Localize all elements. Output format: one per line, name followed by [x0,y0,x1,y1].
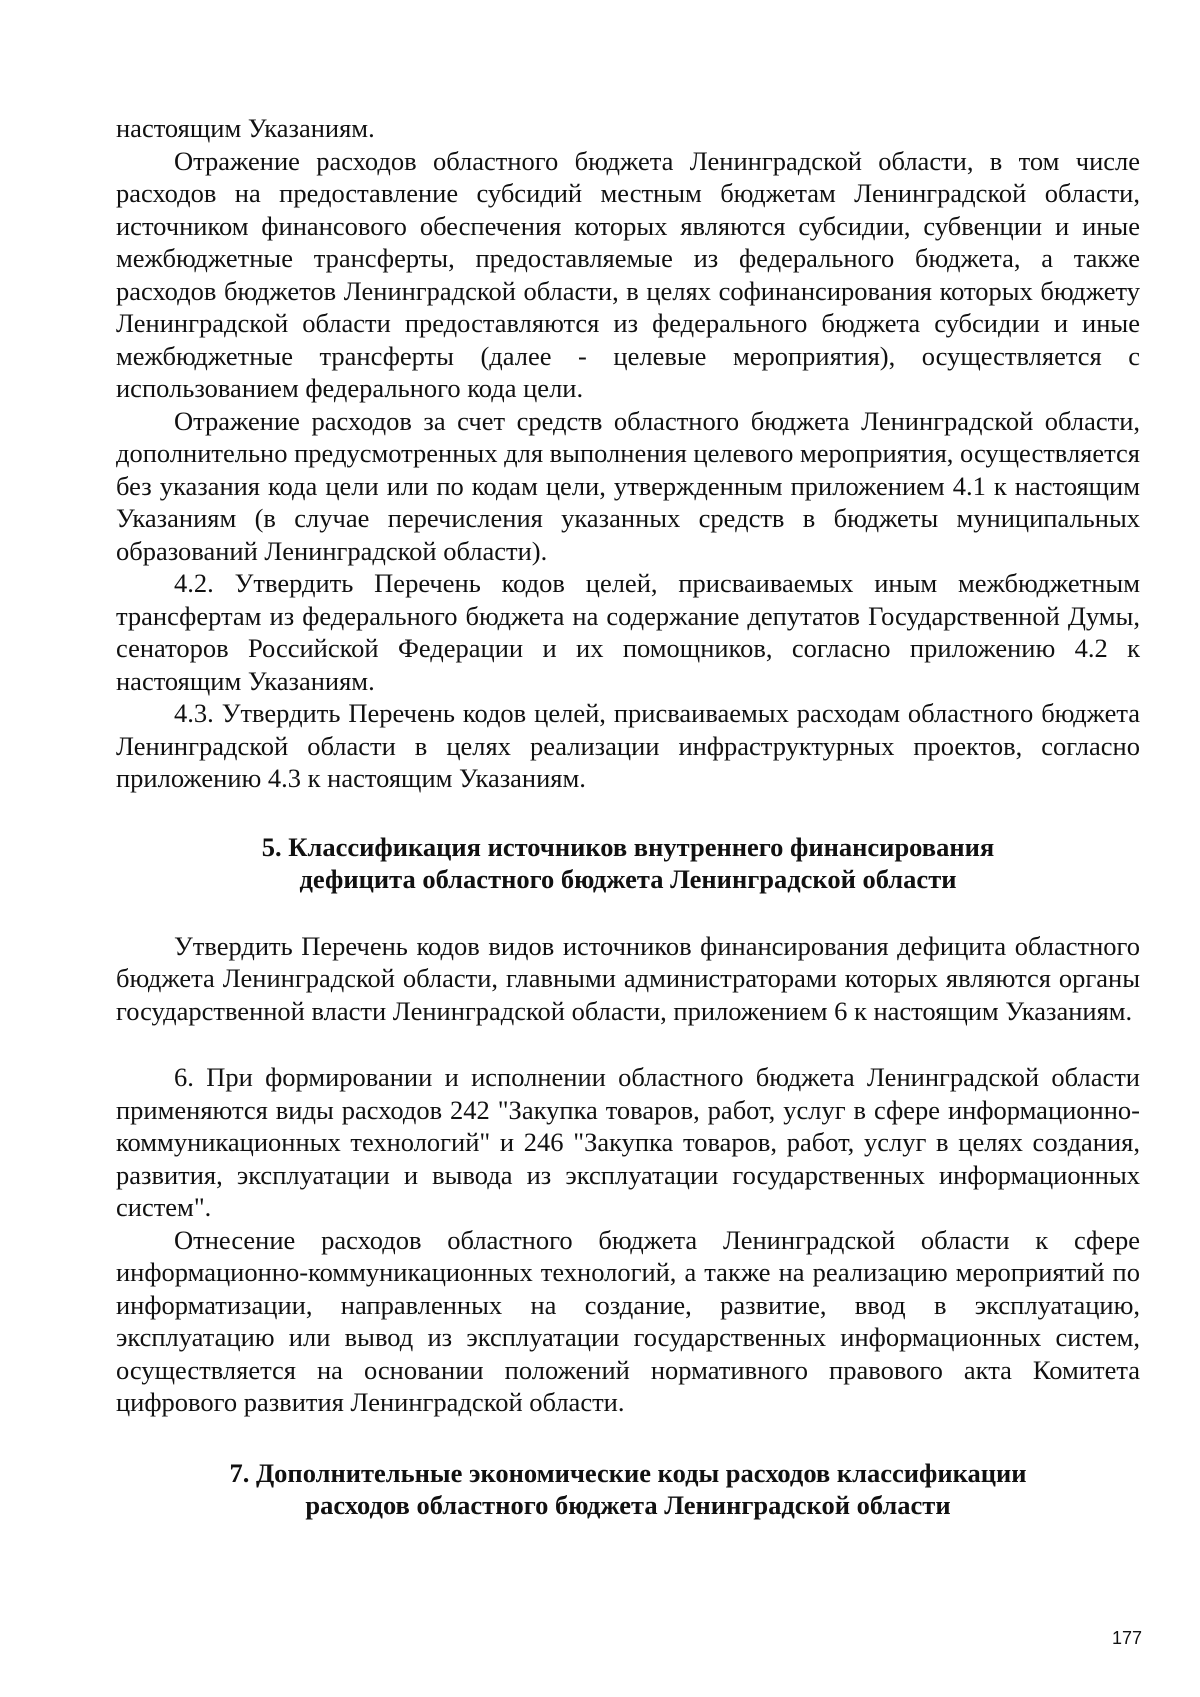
paragraph-target-expenses: Отражение расходов областного бюджета Ленинградской области, в том числе расходов на предоставление субсидий местным бюджетам Ленинградской области, источником финансового обеспечения которых являются субсидии, субвенции и иные межбюджетные трансферты, предоставляемые из федерального бюджета, а также расходов бюджетов Ленинградской области, в целях софинансирования которых бюджету Ленинградской области предоставляются из федерального бюджета субсидии и иные межбюджетные трансферты (далее - целевые мероприятия), осуществляется с использованием федерального кода цели. [116,145,1140,403]
section-5-heading [116,831,1140,896]
paragraph-additional-expenses: Отражение расходов за счет средств областного бюджета Ленинградской области, дополнительно предусмотренных для выполнения целевого мероприятия, осуществляется без указания кода цели или по кодам цели, утвержденным приложением 4.1 к настоящим Указаниям (в случае перечисления указанных средств в бюджеты муниципальных образований Ленинградской области). [116,405,1140,566]
paragraph-section-6: 6. При формировании и исполнении областного бюджета Ленинградской области применяются виды расходов 242 "Закупка товаров, работ, услуг в сфере информационно-коммуникационных технологий" и 246 "Закупка товаров, работ, услуг в целях создания, развития, эксплуатации и вывода из эксплуатации государственных информационных систем". [116,1062,1140,1222]
paragraph-continuation: настоящим Указаниям. [116,113,375,143]
paragraph-4-2: 4.2. Утвердить Перечень кодов целей, присваиваемых иным межбюджетным трансфертам из федерального бюджета на содержание депутатов Государственной Думы, сенаторов Российской Федерации и их помощников, согласно приложению 4.2 к настоящим Указаниям. [116,568,1140,696]
section-7-heading [116,1457,1140,1522]
paragraph-ict-expenses: Отнесение расходов областного бюджета Ленинградской области к сфере информационно-коммуникационных технологий, а также на реализацию мероприятий по информатизации, направленных на создание, развитие, ввод в эксплуатацию, эксплуатацию или вывод из эксплуатации государственных информационных систем, осуществляется на основании положений нормативного правового акта Комитета цифрового развития Ленинградской области. [116,1224,1140,1417]
paragraph-4-3: 4.3. Утвердить Перечень кодов целей, присваиваемых расходам областного бюджета Ленинградской области в целях реализации инфраструктурных проектов, согласно приложению 4.3 к настоящим Указаниям. [116,698,1140,793]
document-page [116,112,1140,1522]
section-5-heading-line-2: дефицита областного бюджета Ленинградской области [299,864,957,894]
page-number: 177 [1112,1628,1143,1648]
section-7-heading-line-1: 7. Дополнительные экономические коды расходов классификации [229,1457,1027,1488]
section-7-heading-line-2: расходов областного бюджета Ленинградской области [305,1490,951,1520]
section-5-heading-line-1: 5. Классификация источников внутреннего финансирования [261,831,995,862]
paragraph-section-5: Утвердить Перечень кодов видов источников финансирования дефицита областного бюджета Ленинградской области, главными администраторами которых являются органы государственной власти Ленинградской области, приложением 6 к настоящим Указаниям. [116,930,1140,1026]
